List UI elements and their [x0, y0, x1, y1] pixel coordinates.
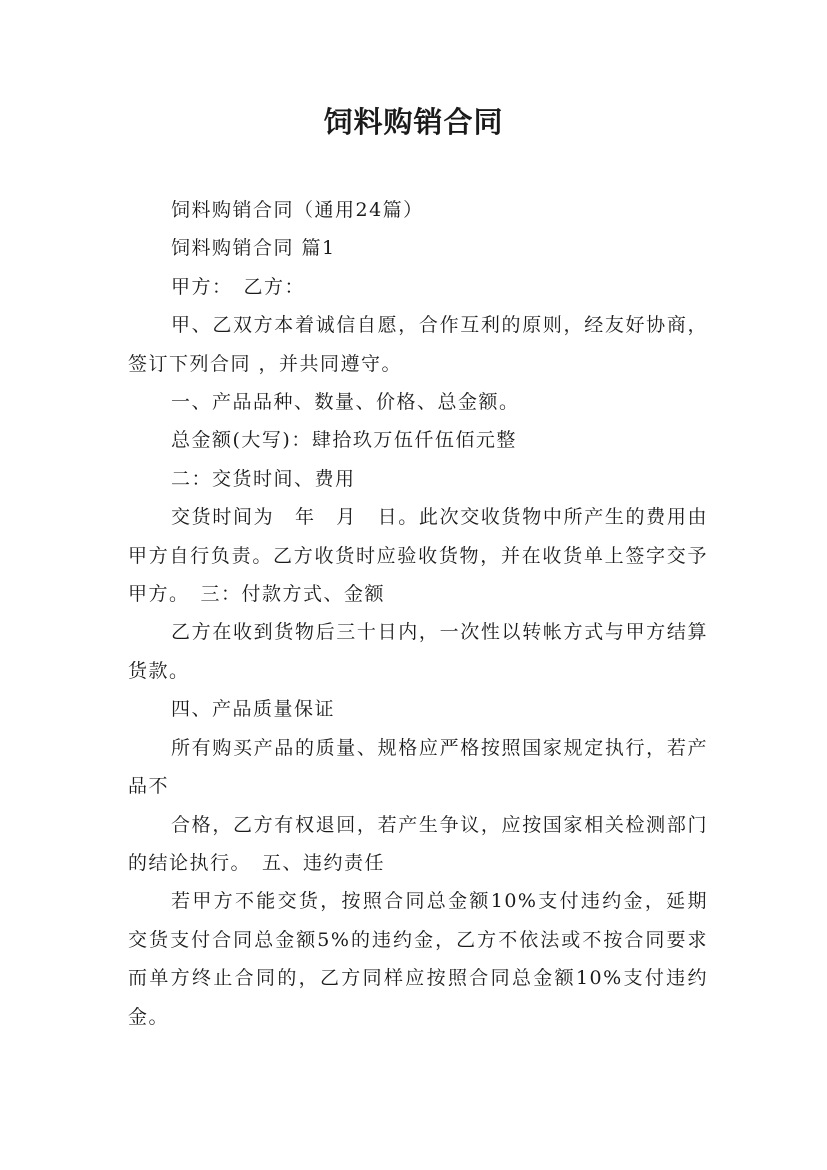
document-body: [128, 191, 708, 1036]
paragraph-preamble: 甲、乙双方本着诚信自愿，合作互利的原则，经友好协商，签订下列合同 ，并共同遵守。: [128, 314, 708, 375]
paragraph-subtitle: 饲料购销合同（通用24篇）: [171, 199, 424, 221]
paragraph-quality-2: 合格，乙方有权退回，若产生争议，应按国家相关检测部门的结论执行。 五、违约责任: [128, 813, 708, 874]
paragraph-total-amount: 总金额(大写)：肆拾玖万伍仟伍佰元整: [171, 429, 517, 452]
section-heading-delivery: 二：交货时间、费用: [171, 467, 356, 490]
section-heading-products: 一、产品品种、数量、价格、总金额。: [171, 391, 520, 414]
paragraph-payment: 乙方在收到货物后三十日内，一次性以转帐方式与甲方结算货款。: [128, 621, 708, 682]
document-title: 饲料购销合同: [323, 105, 504, 139]
paragraph-breach: 若甲方不能交货，按照合同总金额10%支付违约金，延期交货支付合同总金额5%的违约金，乙方不依法或不按合同要求而单方终止合同的，乙方同样应按照合同总金额10%支付违约金。: [128, 890, 708, 1028]
paragraph-parties: 甲方： 乙方：: [171, 275, 306, 298]
section-heading-quality: 四、产品质量保证: [171, 698, 336, 721]
paragraph-quality-1: 所有购买产品的质量、规格应严格按照国家规定执行，若产品不: [128, 736, 708, 798]
paragraph-delivery: 交货时间为 年 月 日。此次交收货物中所产生的费用由甲方自行负责。乙方收货时应验收货物，并在收货单上签字交予甲方。 三：付款方式、金额: [128, 506, 708, 606]
paragraph-article-heading: 饲料购销合同 篇1: [171, 237, 336, 260]
